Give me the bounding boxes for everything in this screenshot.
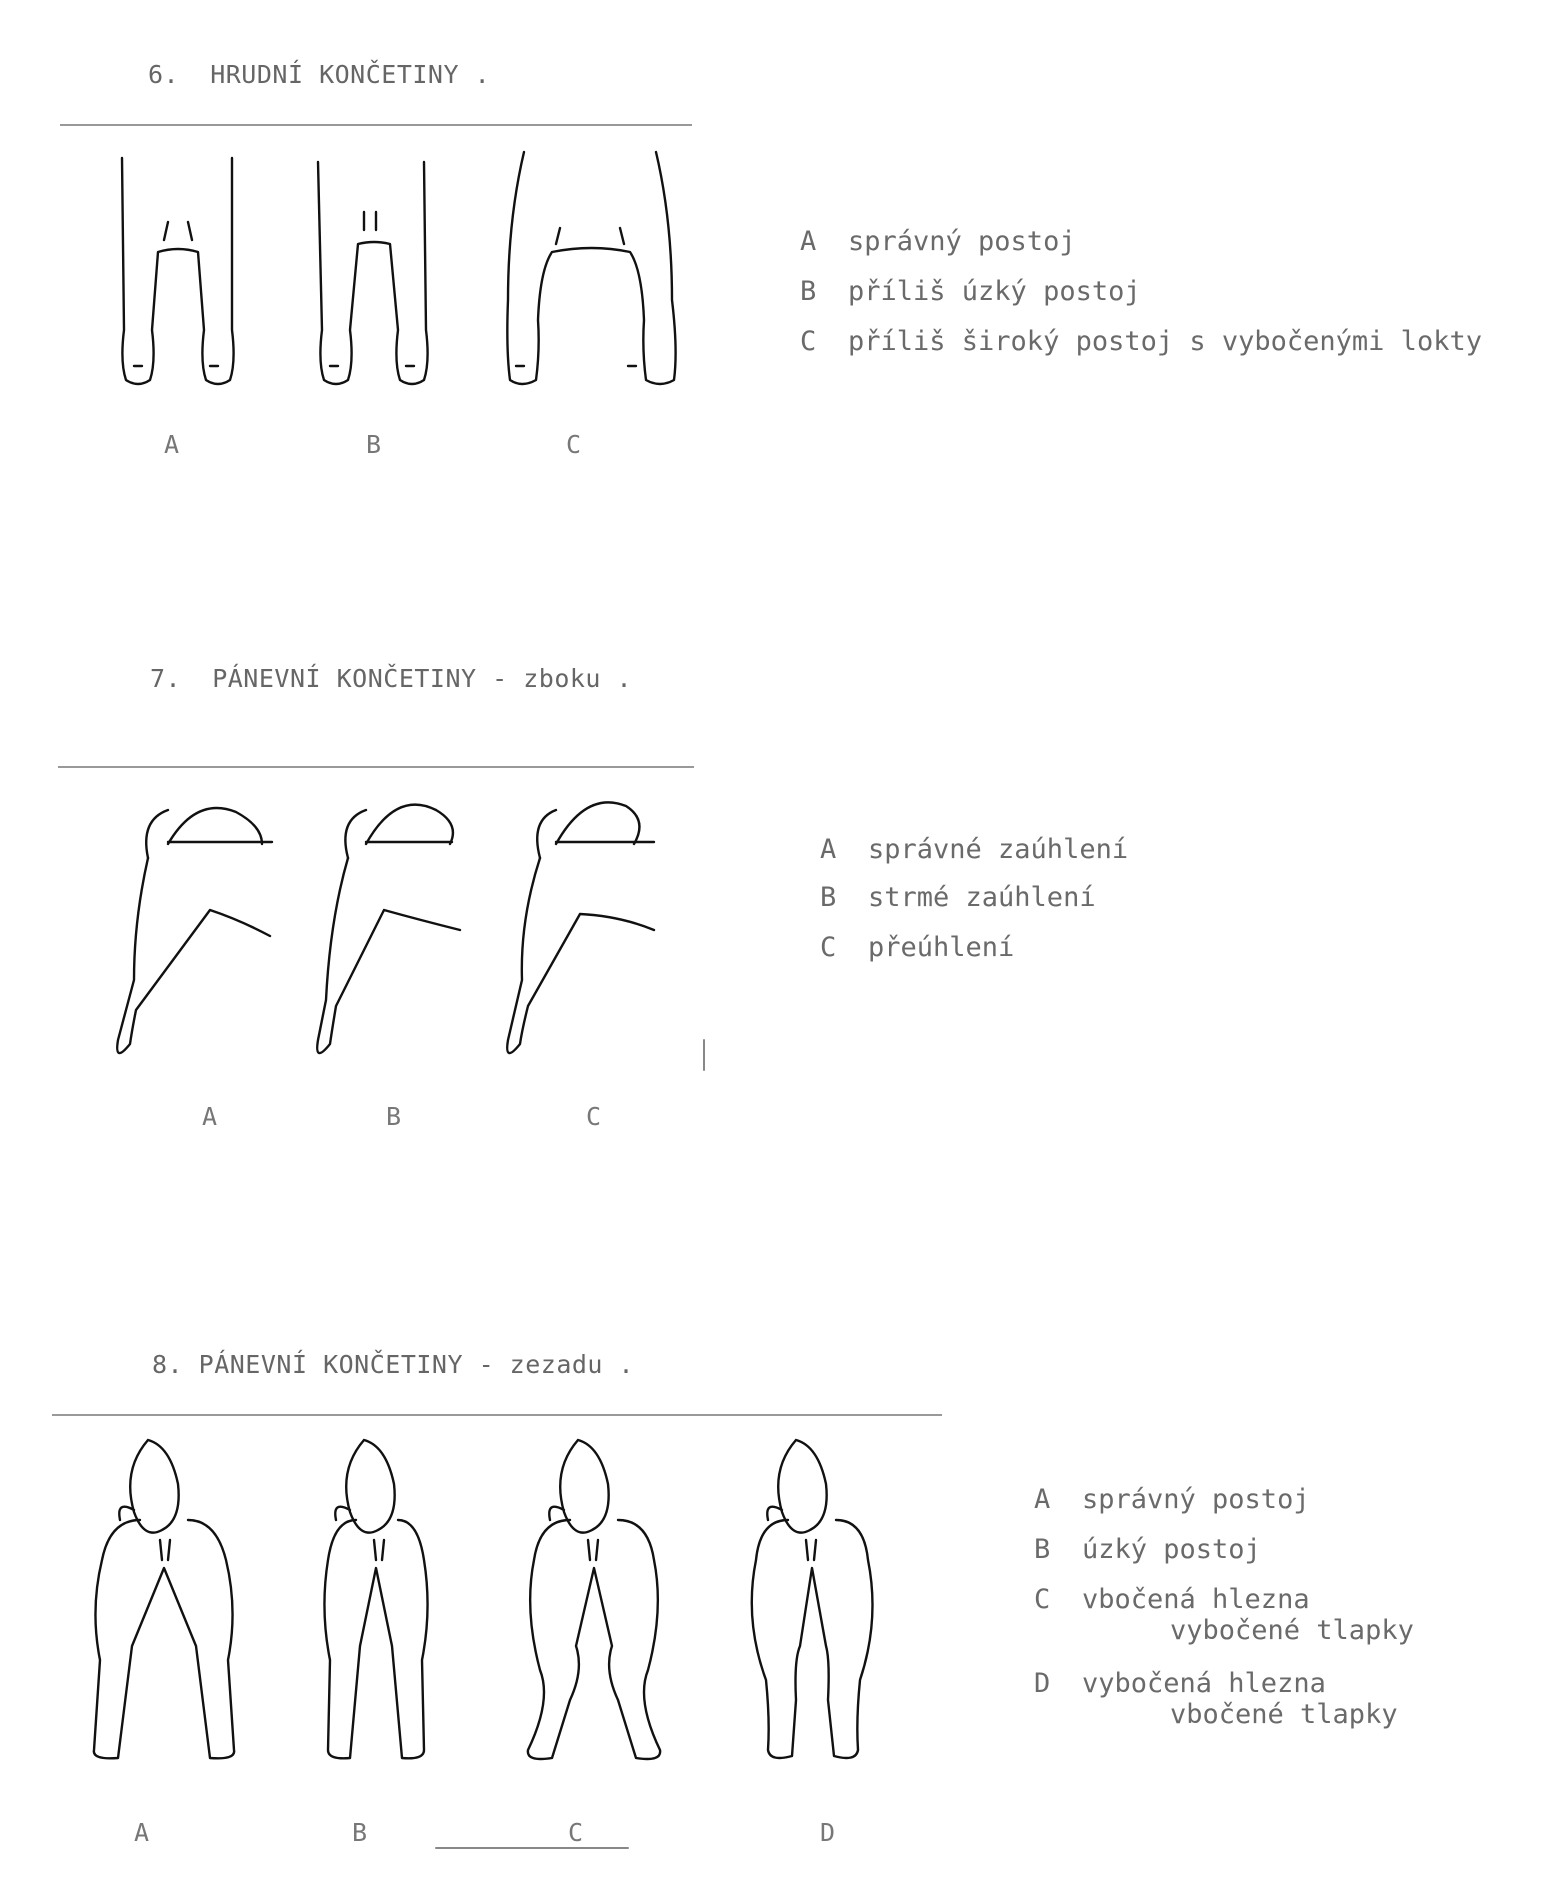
section-7-title: 7. PÁNEVNÍ KONČETINY - zboku . (150, 664, 633, 693)
legend-item: A správný postoj (800, 226, 1076, 257)
legend-item: D vybočená hlezna vbočené tlapky (1034, 1668, 1398, 1730)
hind-legs-rear-figure-d (752, 1440, 873, 1758)
section-8-title: 8. PÁNEVNÍ KONČETINY - zezadu . (152, 1350, 635, 1379)
section-8-label-d: D (820, 1818, 836, 1847)
section-6-label-a: A (164, 430, 180, 459)
section-6-label-c: C (566, 430, 582, 459)
legend-item: B úzký postoj (1034, 1534, 1261, 1565)
section-7-label-b: B (386, 1102, 402, 1131)
section-6-label-b: B (366, 430, 382, 459)
hind-legs-rear-figure-a (94, 1440, 234, 1758)
section-8-label-b: B (352, 1818, 368, 1847)
section-6-title: 6. HRUDNÍ KONČETINY . (148, 60, 491, 89)
section-8-label-a: A (134, 1818, 150, 1847)
legend-item: B příliš úzký postoj (800, 276, 1141, 307)
hind-legs-rear-figure-c (528, 1440, 660, 1759)
legend-item: B strmé zaúhlení (820, 882, 1096, 913)
legend-item: C příliš široký postoj s vybočenými lokty (800, 326, 1482, 357)
legend-item: C přeúhlení (820, 932, 1015, 963)
section-8-label-c: C (568, 1818, 584, 1847)
legend-item: A správný postoj (1034, 1484, 1310, 1515)
legend-item: A správné zaúhlení (820, 834, 1129, 865)
section-7-label-a: A (202, 1102, 218, 1131)
legend-item: C vbočená hlezna vybočené tlapky (1034, 1584, 1414, 1646)
hind-legs-rear-figure-b (324, 1440, 427, 1758)
section-7-label-c: C (586, 1102, 602, 1131)
